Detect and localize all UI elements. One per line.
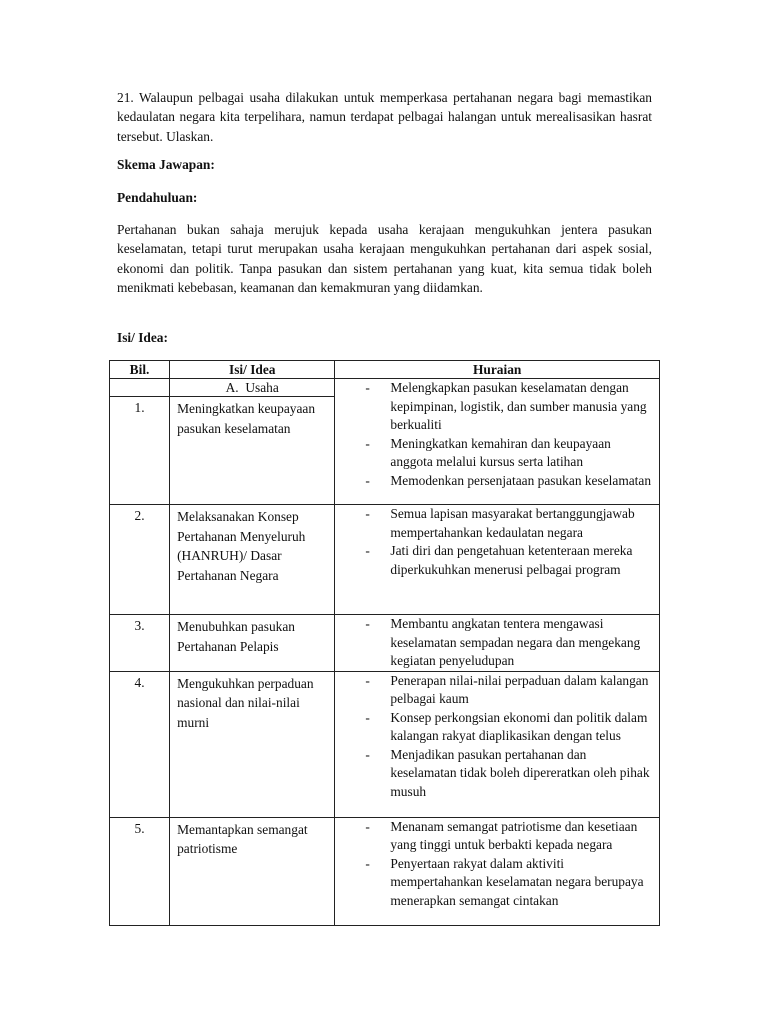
huraian-cell (335, 671, 660, 817)
huraian-item: - Jati diri dan pengetahuan ketenteraan mereka diperkukuhkan menerusi pelbagai program (335, 542, 655, 579)
huraian-item: - Semua lapisan masyarakat bertanggungjawab mempertahankan kedaulatan negara (335, 505, 655, 542)
section-title (170, 379, 335, 397)
huraian-cell (335, 817, 660, 925)
bil-cell: 4. (110, 671, 170, 817)
table-row (110, 671, 660, 817)
pendahuluan-heading: Pendahuluan: (117, 190, 198, 205)
table-row (110, 615, 660, 672)
huraian-item: - Memodenkan persenjataan pasukan keselamatan (335, 472, 655, 491)
pendahuluan-text: Pertahanan bukan sahaja merujuk kepada usaha kerajaan mengukuhkan jentera pasukan keselamatan, tetapi turut merupakan usaha kerajaan mengukuhkan pertahanan dari aspek sosial, ekonomi dan politik. Tanpa pasukan dan sistem pertahanan yang kuat, kita semua tidak boleh menikmati kebebasan, keamanan dan kemakmuran yang diidamkan. (117, 222, 652, 296)
huraian-item: - Meningkatkan kemahiran dan keupayaan anggota melalui kursus serta latihan (335, 435, 655, 472)
huraian-cell-1 (335, 379, 660, 505)
idea-cell: Mengukuhkan perpaduan nasional dan nilai-nilai murni (170, 671, 335, 817)
huraian-item: - Membantu angkatan tentera mengawasi keselamatan sempadan negara dan mengekang kegiatan penyeludupan (335, 615, 655, 671)
header-huraian: Huraian (335, 361, 660, 379)
bil-cell: 5. (110, 817, 170, 925)
idea-cell: Melaksanakan Konsep Pertahanan Menyeluruh (HANRUH)/ Dasar Pertahanan Negara (170, 505, 335, 615)
huraian-cell (335, 505, 660, 615)
idea-cell: Memantapkan semangat patriotisme (170, 817, 335, 925)
huraian-item: - Menanam semangat patriotisme dan kesetiaan yang tinggi untuk berbakti kepada negara (335, 818, 655, 855)
section-title-text: A. Usaha (225, 380, 279, 395)
huraian-item: - Menjadikan pasukan pertahanan dan keselamatan tidak boleh dipereratkan oleh pihak musuh (335, 746, 655, 802)
skema-heading: Skema Jawapan: (117, 157, 215, 172)
huraian-item: - Melengkapkan pasukan keselamatan dengan kepimpinan, logistik, dan sumber manusia yang berkualiti (335, 379, 655, 435)
huraian-item: - Konsep perkongsian ekonomi dan politik dalam kalangan rakyat diaplikasikan dengan telus (335, 709, 655, 746)
section-row (110, 379, 660, 397)
isi-heading: Isi/ Idea: (117, 330, 168, 345)
header-idea: Isi/ Idea (170, 361, 335, 379)
huraian-item: - Penyertaan rakyat dalam aktiviti mempertahankan keselamatan negara berupaya menerapkan semangat cintakan (335, 855, 655, 911)
table-row (110, 505, 660, 615)
idea-cell: Menubuhkan pasukan Pertahanan Pelapis (170, 615, 335, 672)
bil-cell: 2. (110, 505, 170, 615)
section-bil-cell (110, 379, 170, 397)
header-bil: Bil. (110, 361, 170, 379)
bil-cell: 1. (110, 397, 170, 505)
table-header-row (110, 361, 660, 379)
huraian-cell (335, 615, 660, 672)
isi-table (109, 360, 660, 926)
bil-cell: 3. (110, 615, 170, 672)
question-text: 21. Walaupun pelbagai usaha dilakukan untuk memperkasa pertahanan negara bagi memastikan kedaulatan negara kita terpelihara, namun terdapat pelbagai halangan untuk merealisasikan hasrat tersebut. Ulaskan. (117, 90, 652, 144)
table-row (110, 817, 660, 925)
idea-cell: Meningkatkan keupayaan pasukan keselamatan (170, 397, 335, 505)
huraian-item: - Penerapan nilai-nilai perpaduan dalam kalangan pelbagai kaum (335, 672, 655, 709)
